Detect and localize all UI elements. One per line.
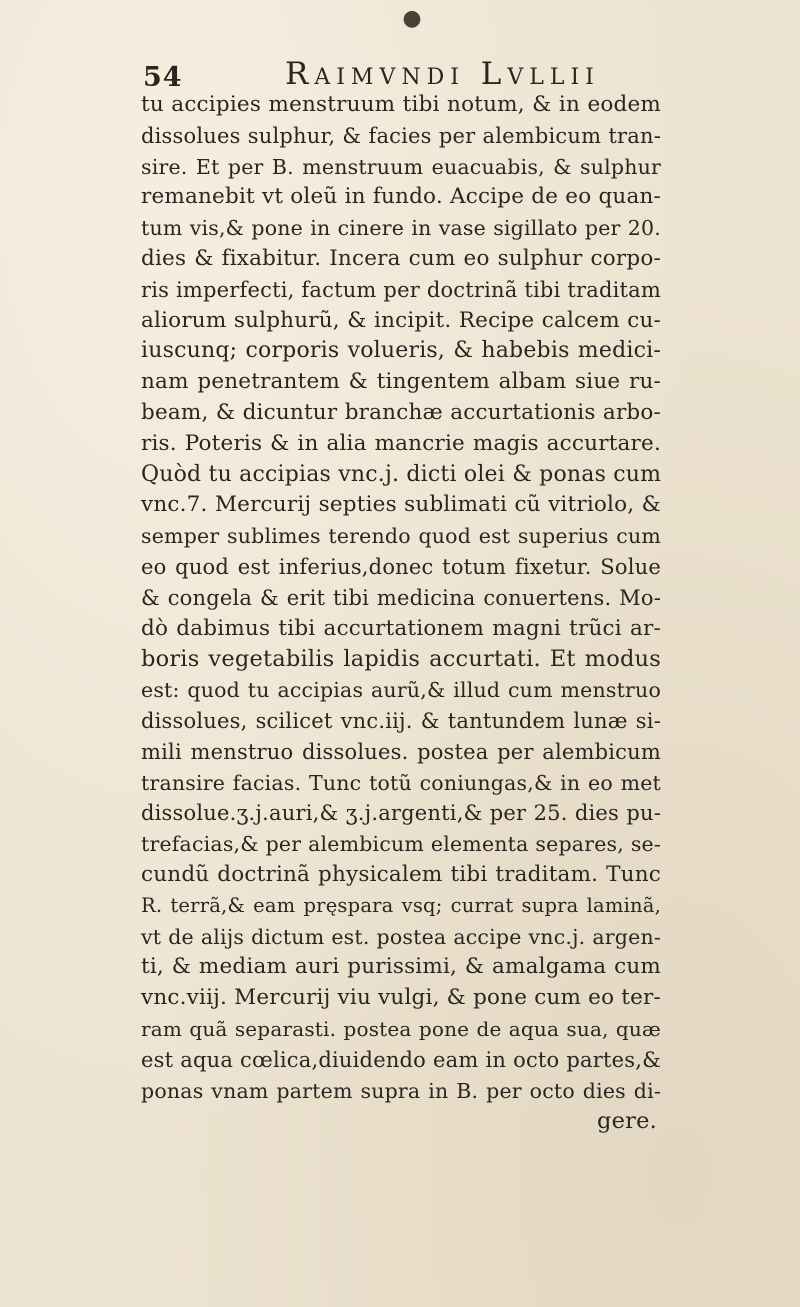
- page-header: [143, 54, 658, 94]
- text-line: est: quod tu accipias aurũ,& illud cum menstruo: [141, 678, 661, 703]
- page-number: 54: [143, 62, 183, 93]
- running-head: Raimvndi Lvllii: [285, 56, 600, 92]
- text-line: cundũ doctrinã physicalem tibi traditam. Tunc: [141, 861, 661, 887]
- text-line: Quòd tu accipias vnc.j. dicti olei & ponas cum: [141, 461, 662, 487]
- text-line: semper sublimes terendo quod est superius cum: [141, 524, 661, 549]
- text-line: transire facias. Tunc totũ coniungas,& in eo met: [141, 770, 661, 795]
- text-line: sire. Et per B. menstruum euacuabis, & sulphur: [141, 154, 661, 179]
- text-line: R. terrã,& eam pręspara vsq; currat supra laminã,: [141, 893, 661, 917]
- text-line: ris. Poteris & in alia mancrie magis accurtare.: [141, 430, 661, 456]
- text-line: iuscunq; corporis volueris, & habebis medici-: [141, 338, 661, 364]
- catchword: gere.: [597, 1108, 657, 1135]
- text-line: vt de alijs dictum est. postea accipe vnc.j. argen-: [141, 924, 661, 949]
- text-line: dies & fixabitur. Incera cum eo sulphur corpo-: [141, 245, 661, 271]
- text-line: ram quã separasti. postea pone de aqua sua, quæ: [141, 1016, 661, 1041]
- text-line: tum vis,& pone in cinere in vase sigillato per 20.: [141, 216, 661, 241]
- text-line: remanebit vt oleũ in fundo. Accipe de eo quan-: [141, 184, 661, 210]
- text-line: ris imperfecti, factum per doctrinã tibi traditam: [141, 277, 661, 302]
- text-line: ponas vnam partem supra in B. per octo dies di-: [141, 1078, 661, 1103]
- text-line: ti, & mediam auri purissimi, & amalgama cum: [141, 954, 661, 980]
- text-line: vnc.7. Mercurij septies sublimati cũ vitriolo, &: [141, 492, 661, 518]
- text-line: boris vegetabilis lapidis accurtati. Et modus: [141, 646, 661, 673]
- text-line: nam penetrantem & tingentem albam siue ru-: [141, 369, 661, 395]
- text-line: trefacias,& per alembicum elementa separes, se-: [141, 832, 661, 857]
- text-line: dissolues, scilicet vnc.iij. & tantundem lunæ si-: [141, 708, 661, 733]
- text-line: aliorum sulphurũ, & incipit. Recipe calcem cu-: [141, 307, 661, 333]
- text-line: & congela & erit tibi medicina conuertens. Mo-: [141, 585, 661, 610]
- ink-blot-ornament: ●: [402, 6, 422, 31]
- text-line: dò dabimus tibi accurtationem magni trũci ar-: [141, 615, 661, 641]
- text-line: vnc.viij. Mercurij viu vulgi, & pone cum eo ter-: [141, 985, 661, 1011]
- text-line: eo quod est inferius,donec totum fixetur. Solue: [141, 554, 661, 579]
- text-line: mili menstruo dissolues. postea per alembicum: [141, 739, 661, 764]
- text-line: tu accipies menstruum tibi notum, & in eodem: [141, 92, 661, 117]
- text-line: est aqua cœlica,diuidendo eam in octo partes,&: [141, 1047, 661, 1072]
- text-line: dissolue.ʒ.j.auri,& ʒ.j.argenti,& per 25. dies pu-: [141, 801, 661, 826]
- body-text: [141, 90, 661, 1137]
- text-line: beam, & dicuntur branchæ accurtationis arbo-: [141, 399, 661, 425]
- text-line: dissolues sulphur, & facies per alembicum tran-: [141, 123, 661, 148]
